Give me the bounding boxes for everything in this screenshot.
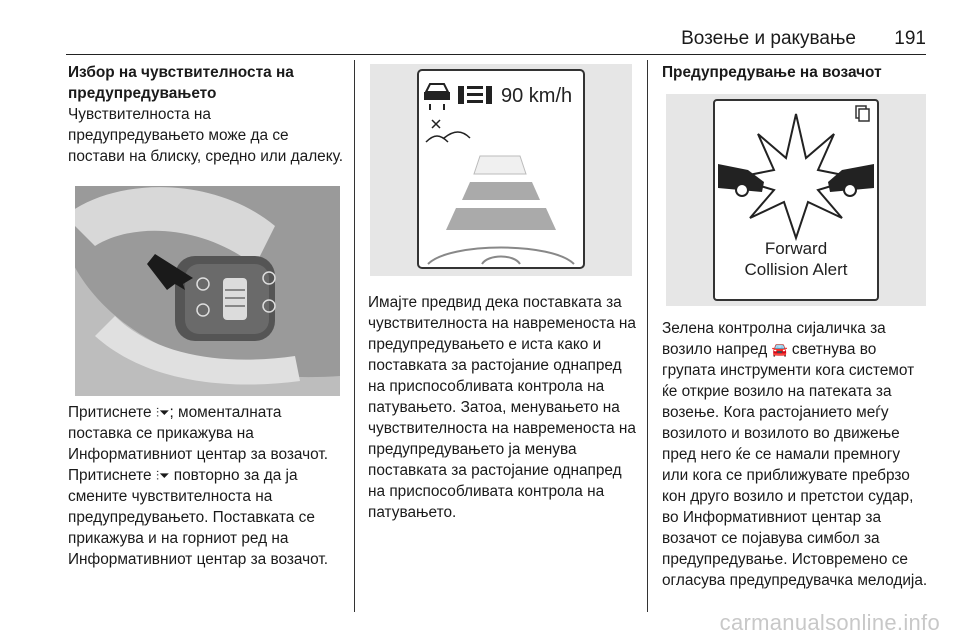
- column-divider: [354, 60, 355, 612]
- alert-title-line1: Forward: [764, 239, 828, 258]
- vehicle-ahead-icon: 🚘: [771, 342, 788, 357]
- section-title: Возење и ракување: [681, 28, 856, 49]
- para-text: ; моменталната поставка се прикажува на Информативниот центар за возачот. Притиснете: [68, 404, 329, 484]
- display-figure: [370, 64, 632, 276]
- para-text: Зелена контролна сијаличка за возило напред: [662, 320, 886, 358]
- column-left: [68, 62, 348, 167]
- gap-bars-icon: [458, 86, 492, 104]
- watermark: carmanualsonline.info: [719, 610, 940, 635]
- intro-paragraph: Чувствителноста на предупредувањето може да се постави на блиску, средно или далеку.: [68, 106, 344, 165]
- section-heading: Избор на чувствителноста на предупредувањето: [68, 64, 294, 102]
- warning-paragraph: [662, 318, 930, 591]
- gap-sensitivity-icon: ⫶⏷: [155, 405, 170, 420]
- column-middle: [368, 292, 636, 523]
- forward-collision-alert-figure: [666, 94, 926, 306]
- alert-title-line2: Collision Alert: [744, 260, 848, 279]
- column-right: [662, 62, 930, 83]
- page-header: [66, 24, 926, 55]
- para-text: светнува во групата инструменти кога системот ќе открие возило на патеката за возење. Кога растојанието меѓу возилото и возилото во движење пред него ќе се намали премногу или кога се приближувате пребрзо кон друго возило и претстои судар, во Информативниот центар за возачот се појавува симбол за предупредување. Истовремено се огласува предупредувачка мелодија.: [662, 341, 928, 589]
- para-text: повторно за да ја смените чувствителноста на предупредувањето. Поставката се прикажува и на горниот ред на Информативниот центар за возачот.: [68, 467, 329, 568]
- section-heading: Предупредување на возачот: [662, 64, 882, 81]
- speed-readout: 90 km/h: [501, 85, 573, 107]
- para-text: Притиснете: [68, 404, 156, 421]
- page-number: 191: [894, 28, 926, 49]
- column-divider: [647, 60, 648, 612]
- body-paragraph: Имајте предвид дека поставката за чувствителноста на навременоста на предупредувањето е иста како и поставката за растојание однапред на приспособливата контрола на патувањето. Затоа, менувањето на чувствителноста на навременоста на предупредувањето ја менува поставката за растојание однапред на приспособливата контрола на патувањето.: [368, 294, 636, 521]
- steering-wheel-figure: [75, 186, 340, 396]
- instruction-paragraph: [68, 402, 348, 570]
- gap-sensitivity-icon: ⫶⏷: [155, 468, 170, 483]
